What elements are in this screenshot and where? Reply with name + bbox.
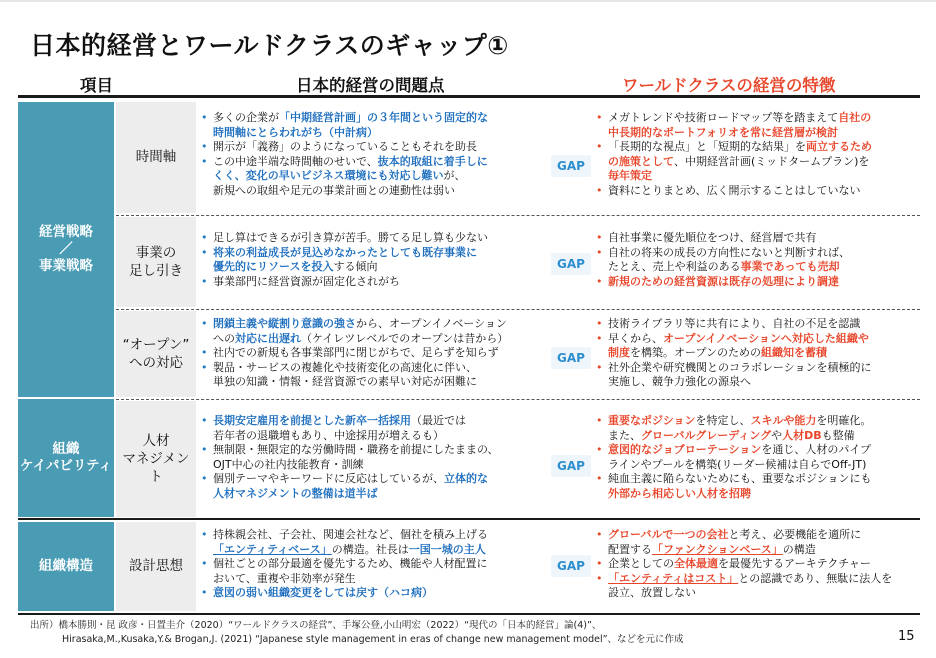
subcategory-design	[116, 522, 196, 611]
bullet-line	[199, 443, 499, 458]
text-run: 自社の将来の成長の方向性にないと判断すれば、	[608, 245, 850, 259]
text-run: 組織知を蓄積	[761, 346, 828, 359]
text-run: との認識であり、無駄に法人を	[738, 571, 893, 585]
text-run: 設立、放置しない	[608, 586, 696, 599]
text-run: メガトレンドや技術ロードマップ等を踏まえて	[608, 111, 839, 124]
bullet-line	[199, 246, 488, 261]
text-run: おいて、重複や非効率が発生	[213, 571, 356, 585]
text-run: 社外企業や研究機関とのコラボレーションを積極的に	[608, 360, 872, 374]
time-worldclass-features	[594, 111, 872, 198]
row-divider	[116, 215, 920, 216]
text-run: 製品・サービスの複雑化や技術変化の高速化に伴い、	[213, 360, 477, 374]
subcategory-portfolio	[116, 217, 196, 307]
bullet-line	[594, 472, 872, 487]
bullet-line	[594, 543, 892, 558]
text-run: も整備	[821, 428, 855, 442]
bullet-line	[199, 155, 488, 170]
text-run: を通じ、人材のパイプ	[761, 443, 872, 456]
text-run: （ケイレツレベルでのオープンは昔から）	[301, 331, 509, 345]
bullet-line	[199, 487, 499, 502]
text-run: を特定し、	[695, 414, 751, 427]
bullet-line	[199, 346, 508, 361]
bullet-line	[199, 429, 499, 444]
bullet-line	[199, 458, 499, 473]
text-run: 早くから、	[608, 331, 663, 345]
category-strategy	[18, 102, 114, 397]
text-run: の構造	[782, 542, 816, 556]
bullet-line	[199, 572, 488, 587]
bullet-line	[199, 586, 488, 601]
gap-badge: GAP	[551, 555, 591, 577]
text-run: の施策として	[608, 154, 674, 168]
bullet-line	[594, 231, 850, 246]
subcategory-open-line2: への対応	[129, 355, 183, 371]
text-run: 将来の利益成長が見込めなかったとしても既存事業に	[213, 245, 477, 259]
gap-badge: GAP	[551, 347, 591, 369]
row-divider	[116, 399, 920, 400]
text-run: 純血主義に陥らないためにも、重要なポジションにも	[608, 472, 872, 485]
text-run: 両立するため	[806, 140, 872, 153]
text-run: 事業であっても売却	[740, 260, 840, 273]
text-run: 技術ライブラリ等に共有により、自社の不足を認識	[608, 317, 861, 330]
bullet-line	[594, 414, 872, 429]
subcategory-portfolio-line1: 事業の	[135, 244, 177, 261]
category-structure	[18, 522, 114, 611]
text-run: 新規への取組や足元の事業計画との連動性は弱い	[213, 183, 455, 197]
text-run: 実施し、競争力強化の源泉へ	[608, 375, 751, 388]
bullet-line	[199, 375, 508, 390]
text-run: 優先的にリソースを投入	[213, 260, 334, 273]
gap-badge: GAP	[551, 155, 591, 177]
bullet-line	[199, 528, 488, 543]
design-worldclass-features	[594, 528, 892, 601]
time-japanese-issues	[199, 111, 488, 198]
text-run: 対応に出遅れ	[235, 331, 301, 345]
page-number: 15	[898, 629, 915, 644]
bullet-line	[594, 169, 872, 184]
bullet-line	[594, 458, 872, 473]
text-run: を構築。オープンのための	[630, 346, 762, 359]
text-run: や	[771, 428, 783, 442]
text-run: 多くの企業が	[213, 111, 279, 124]
text-run: 「中期経営計画」の３年間という固定的な	[279, 111, 488, 124]
text-run: 企業としての	[608, 557, 674, 570]
text-run: 事業部門に経営資源が固定化されがち	[213, 274, 400, 288]
open-japanese-issues	[199, 317, 508, 390]
text-run: スキルや能力	[750, 414, 817, 427]
bullet-line	[199, 332, 508, 347]
bullet-line	[594, 126, 872, 141]
source-note-line2: Hirasaka,M.,Kusaka,Y.& Brogan,J. (2021) “Japanese style management in eras of change new management model”、などを元に作成	[62, 634, 684, 645]
category-strategy-line1: 経営戦略	[39, 224, 93, 241]
bullet-line	[594, 361, 872, 376]
bullet-line	[199, 414, 499, 429]
text-run: グローバルで一つの会社	[608, 528, 729, 541]
text-run: への	[213, 331, 235, 345]
text-run: から、オープンイノベーション	[356, 317, 507, 330]
text-run: 全体最適	[674, 557, 718, 570]
page-title: 日本的経営とワールドクラスのギャップ①	[30, 31, 509, 60]
subcategory-time-line1: 時間軸	[135, 149, 177, 166]
bullet-line	[594, 346, 872, 361]
text-run: 時間軸にとらわれがち（中計病）	[213, 125, 378, 139]
text-run: 社内での新規も各事業部門に閉じがちで、足らずを知らず	[213, 346, 499, 359]
design-japanese-issues	[199, 528, 488, 601]
text-run: 意図的なジョブローテーション	[608, 443, 762, 456]
bullet-line	[594, 275, 850, 290]
subcategory-talent-line1: 人材	[142, 432, 170, 449]
bullet-line	[594, 443, 872, 458]
text-run: グローバルグレーディング	[641, 428, 772, 442]
text-run: を最優先するアーキテクチャー	[718, 557, 871, 570]
subcategory-design-line1: 設計思想	[129, 558, 183, 575]
text-run: が、	[443, 169, 466, 182]
text-run: 長期安定雇用を前提とした新卒一括採用	[213, 414, 411, 427]
bullet-line	[594, 111, 872, 126]
text-run: 資料にとりまとめ、広く開示することはしていない	[608, 183, 861, 197]
category-capability-line1: 組織	[52, 441, 80, 458]
bullet-line	[199, 184, 488, 199]
text-run: 持株親会社、子会社、関連会社など、個社を積み上げる	[213, 528, 488, 541]
text-run: を明確化。	[816, 414, 872, 427]
bullet-line	[199, 361, 508, 376]
text-run: 人材マネジメントの整備は道半ば	[213, 486, 378, 500]
bullet-line	[199, 275, 488, 290]
text-run: 自社の	[838, 111, 872, 124]
bullet-line	[199, 557, 488, 572]
text-run: この中途半端な時間軸のせいで、	[213, 154, 378, 168]
subcategory-talent	[116, 401, 196, 517]
header-japanese-issues: 日本的経営の問題点	[296, 76, 445, 95]
portfolio-worldclass-features	[594, 231, 850, 289]
bullet-line	[594, 317, 872, 332]
text-run: ラインやプールを構築(リーダー候補は自らでOff-JT)	[608, 457, 867, 471]
open-worldclass-features	[594, 317, 872, 390]
text-run: 、中期経営計画(ミッドタームプラン)を	[674, 154, 870, 168]
header-rule	[18, 95, 920, 98]
text-run: 単独の知識・情報・経営資源での素早い対応が困難に	[213, 375, 477, 388]
talent-japanese-issues	[199, 414, 499, 501]
bullet-line	[594, 528, 892, 543]
text-run: 人材DB	[782, 428, 822, 442]
subcategory-time	[116, 102, 196, 213]
bullet-line	[199, 126, 488, 141]
text-run: 立体的な	[444, 472, 488, 485]
text-run: 無制限・無限定的な労働時間・職務を前提にしたままの、	[213, 443, 499, 456]
bullet-line	[594, 375, 872, 390]
bullet-line	[594, 557, 892, 572]
bullet-line	[594, 260, 850, 275]
text-run: （最近では	[411, 414, 466, 427]
bullet-line	[199, 111, 488, 126]
subcategory-talent-line2: マネジメント	[122, 450, 190, 486]
text-run: 個社ごとの部分最適を優先するため、機能や人材配置に	[213, 557, 488, 570]
text-run: 重要なポジション	[608, 414, 696, 427]
header-category: 項目	[80, 76, 113, 95]
text-run: 足し算はできるが引き算が苦手。勝てる足し算も少ない	[213, 231, 488, 244]
text-run: OJT中心の社内技能教育・訓練	[213, 457, 364, 471]
source-note-line1: 出所）橋本勝則・昆 政彦・日置圭介（2020）“ワールドクラスの経営”、手塚公登,小山明宏（2022）“現代の「日本的経営」論(4)”、	[30, 620, 602, 631]
text-run: 「長期的な視点」と「短期的な結果」を	[608, 140, 806, 153]
bullet-line	[199, 140, 488, 155]
text-run: 意図の弱い組織変更をしては戻す（ハコ病）	[213, 586, 433, 599]
text-run: 閉鎖主義や縦割り意識の強さ	[213, 317, 356, 330]
text-run: 「エンティティはコスト」	[608, 571, 739, 585]
bullet-line	[594, 487, 872, 502]
bullet-line	[594, 155, 872, 170]
subcategory-open-line1: “オープン”	[122, 336, 190, 353]
category-strategy-line3: 事業戦略	[39, 257, 93, 274]
bullet-line	[594, 572, 892, 587]
bullet-line	[199, 231, 488, 246]
bullet-line	[594, 184, 872, 199]
top-border	[0, 0, 936, 2]
text-run: 配置する	[608, 542, 652, 556]
text-run: と考え、必要機能を適所に	[728, 528, 862, 541]
text-run: 自社事業に優先順位をつけ、経営層で共有	[608, 231, 817, 244]
gap-badge: GAP	[551, 253, 591, 275]
category-strategy-line2: ／	[59, 241, 73, 258]
section-rule	[18, 518, 920, 520]
bullet-line	[594, 332, 872, 347]
bullet-line	[199, 543, 488, 558]
text-run: オープンイノベーションへ対応した組織や	[663, 331, 869, 345]
text-run: 毎年策定	[608, 169, 652, 182]
talent-worldclass-features	[594, 414, 872, 501]
gap-badge: GAP	[551, 455, 591, 477]
text-run: 開示が「義務」のようになっていることもそれを助長	[213, 140, 477, 153]
bullet-line	[594, 246, 850, 261]
bullet-line	[594, 140, 872, 155]
text-run: 個別テーマやキーワードに反応はしているが、	[213, 472, 444, 485]
text-run: 制度	[608, 346, 630, 359]
text-run: 「ファンクションベース」	[652, 542, 783, 556]
text-run: 「エンティティベース」	[213, 542, 332, 556]
text-run: する傾向	[333, 260, 378, 273]
text-run: 外部から相応しい人材を招聘	[608, 486, 751, 500]
table-bottom-rule	[18, 613, 920, 615]
text-run: また、	[608, 428, 641, 442]
text-run: くく、変化の早いビジネス環境にも対応し難い	[213, 169, 444, 182]
portfolio-japanese-issues	[199, 231, 488, 289]
bullet-line	[594, 586, 892, 601]
text-run: 中長期的なポートフォリオを常に経営層が検討	[608, 125, 839, 139]
text-run: 新規のための経営資源は既存の処理により調達	[608, 274, 839, 288]
text-run: たとえ、売上や利益のある	[608, 260, 741, 273]
text-run: 若年者の退職増もあり、中途採用が増えるも）	[213, 428, 444, 442]
bullet-line	[199, 472, 499, 487]
text-run: 一国一城の主人	[408, 542, 486, 556]
category-structure-line1: 組織構造	[39, 558, 93, 575]
bullet-line	[199, 260, 488, 275]
subcategory-open	[116, 311, 196, 397]
header-worldclass-features: ワールドクラスの経営の特徴	[622, 76, 836, 95]
bullet-line	[199, 317, 508, 332]
category-capability	[18, 399, 114, 517]
category-capability-line2: ケイパビリティ	[20, 458, 112, 474]
row-divider	[116, 309, 920, 310]
bullet-line	[199, 169, 488, 184]
subcategory-portfolio-line2: 足し引き	[129, 263, 183, 279]
bullet-line	[594, 429, 872, 444]
text-run: 抜本的取組に着手しに	[377, 154, 488, 168]
text-run: の構造。社長は	[331, 542, 409, 556]
